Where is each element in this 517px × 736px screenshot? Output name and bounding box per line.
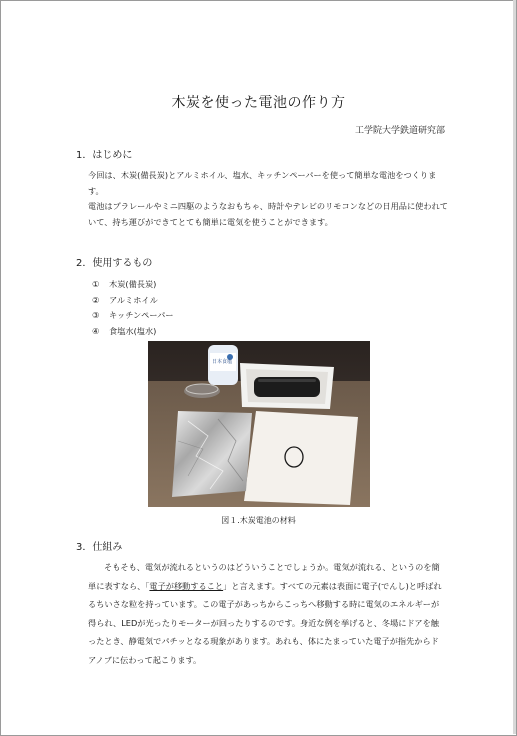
intro-paragraph-2: 電池はプラレールやミニ四駆のようなおもちゃ、時計やテレビのリモコンなどの日用品に使われていて、持ち運びができてとても簡単に電気を使うことができます。 bbox=[88, 201, 448, 227]
section-heading-mechanism: 3．仕組み bbox=[76, 542, 123, 553]
intro-paragraphs bbox=[88, 168, 448, 230]
section-heading-materials: 2．使用するもの bbox=[76, 258, 153, 269]
list-item bbox=[92, 308, 174, 324]
page-title: 木炭を使った電池の作り方 bbox=[171, 95, 346, 111]
figure-caption: 図１.木炭電池の材料 bbox=[221, 516, 296, 525]
author-line: 工学院大学鉄道研究部 bbox=[354, 126, 445, 136]
list-label: アルミホイル bbox=[109, 294, 158, 305]
mechanism-emphasis: 電子が移動すること bbox=[149, 580, 224, 591]
mechanism-paragraph bbox=[88, 558, 446, 669]
list-number: ④ bbox=[92, 325, 100, 336]
list-number: ① bbox=[92, 279, 100, 289]
list-label: キッチンペーパー bbox=[109, 310, 174, 320]
list-label: 食塩水(塩水) bbox=[109, 325, 157, 336]
mechanism-text-end: 」と言えます。すべての元素は表面に電子(でんし)と呼ばれるちいさな粒を持っています。この電子があっちからこっちへ移動する時に電気のエネルギーが得られ、LEDが光ったりモーターが回ったりするのです。身近な例を挙げると、冬場にドアを触ったとき、静電気でパチッとなる現象があります。あれも、体にたまっていた電子が指先からドアノブに伝わって起こります。 bbox=[88, 580, 442, 665]
list-label: 木炭(備長炭) bbox=[109, 279, 157, 289]
list-item bbox=[92, 277, 174, 293]
intro-paragraph-1: 今回は、木炭(備長炭)とアルミホイル、塩水、キッチンペーパーを使って簡単な電池をつくります。 bbox=[88, 170, 437, 196]
list-number: ③ bbox=[92, 310, 100, 320]
list-number: ② bbox=[92, 294, 100, 305]
bottle-label: 日本食塩 bbox=[212, 359, 233, 365]
materials-list bbox=[92, 277, 174, 339]
materials-photo bbox=[148, 341, 370, 507]
list-item bbox=[92, 293, 174, 309]
list-item bbox=[92, 324, 174, 340]
mechanism-text-start: そもそも、電気が流れるというのはどういうことでしょうか。電気が流れる、というのを簡単に表すなら、「 bbox=[88, 562, 440, 591]
section-heading-intro: 1．はじめに bbox=[76, 150, 133, 161]
